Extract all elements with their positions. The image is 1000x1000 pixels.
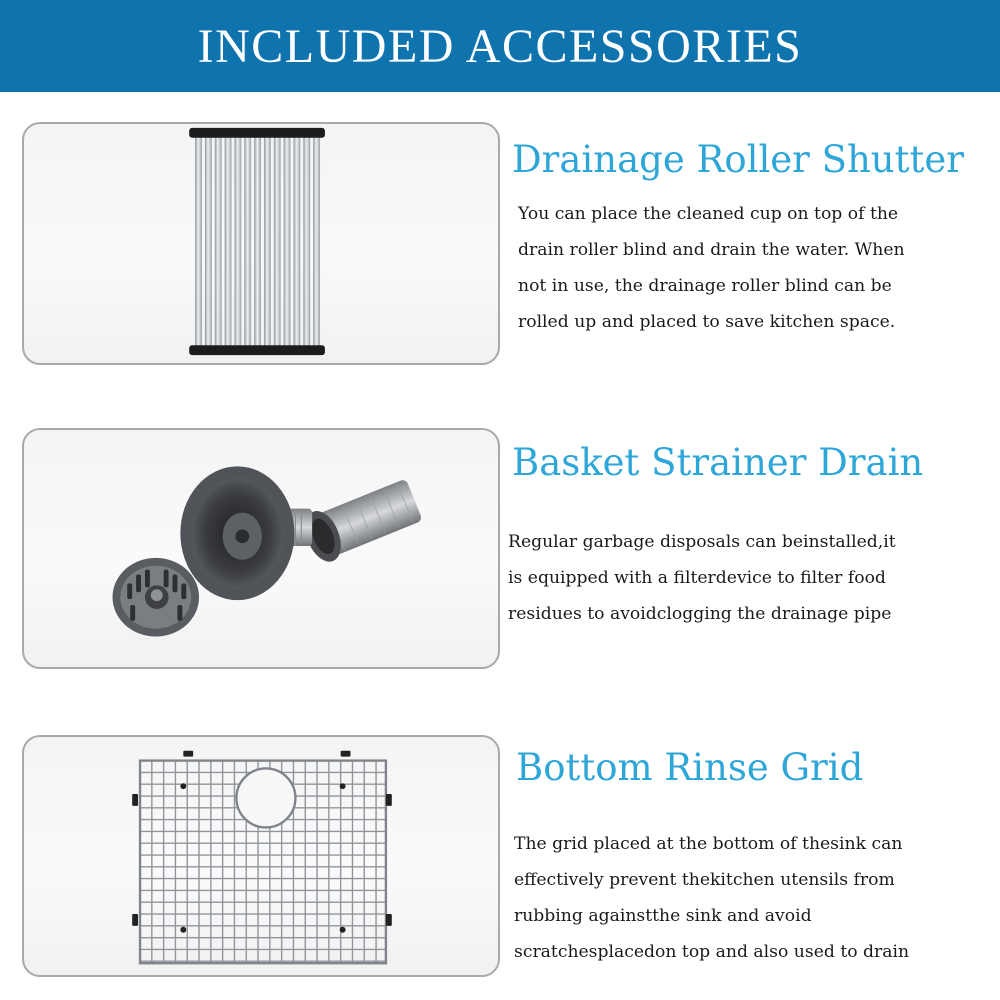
description-line: The grid placed at the bottom of thesink can <box>514 834 903 854</box>
basket-strainer-drain-description <box>508 524 896 632</box>
drainage-roller-shutter-description <box>518 196 905 340</box>
page-title: INCLUDED ACCESSORIES <box>197 19 803 73</box>
bottom-rinse-grid-heading: Bottom Rinse Grid <box>516 746 864 789</box>
description-line: rubbing againstthe sink and avoid <box>514 906 812 926</box>
bottom-rinse-grid-card <box>22 735 500 977</box>
description-line: residues to avoidclogging the drainage pipe <box>508 604 892 624</box>
bottom-rinse-grid-photo <box>24 737 498 975</box>
description-line: not in use, the drainage roller blind can be <box>518 276 892 296</box>
description-line: rolled up and placed to save kitchen space. <box>518 312 896 332</box>
description-line: scratchesplacedon top and also used to drain <box>514 942 910 962</box>
basket-strainer-drain-photo <box>24 430 498 667</box>
description-line: You can place the cleaned cup on top of the <box>518 204 899 224</box>
header-banner <box>0 0 1000 92</box>
basket-strainer-drain-card <box>22 428 500 669</box>
description-line: Regular garbage disposals can beinstalled,it <box>508 532 896 552</box>
drainage-roller-shutter-photo <box>24 124 498 363</box>
drainage-roller-shutter-card <box>22 122 500 365</box>
bottom-rinse-grid-description <box>514 826 909 970</box>
drainage-roller-shutter-heading: Drainage Roller Shutter <box>512 138 964 181</box>
description-line: is equipped with a filterdevice to filter food <box>508 568 886 588</box>
basket-strainer-drain-heading: Basket Strainer Drain <box>512 441 924 484</box>
description-line: drain roller blind and drain the water. When <box>518 240 905 260</box>
description-line: effectively prevent thekitchen utensils from <box>514 870 895 890</box>
